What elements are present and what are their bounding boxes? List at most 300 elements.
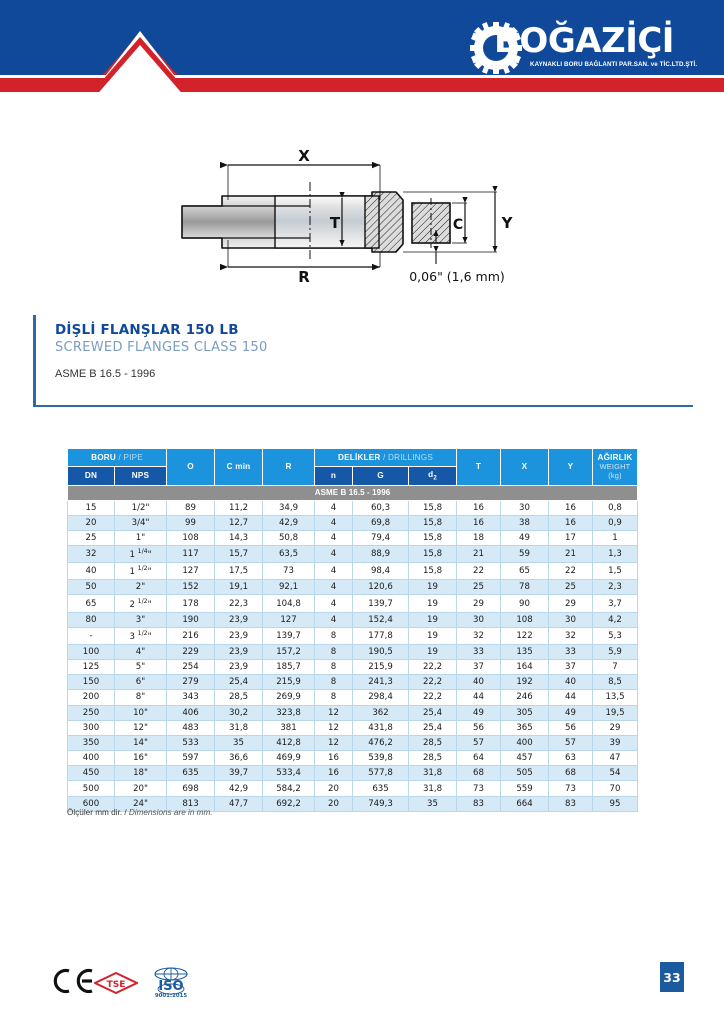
cell-dn: 25 (68, 531, 115, 546)
table-row (68, 735, 638, 750)
cell-d2: 28,5 (409, 735, 457, 750)
cell-g: 139,7 (353, 595, 409, 612)
cell-w: 54 (593, 766, 638, 781)
cell-d2: 19 (409, 595, 457, 612)
table-standard-label: ASME B 16.5 - 1996 (68, 485, 638, 500)
cell-r: 127 (263, 612, 315, 627)
cell-dn: 80 (68, 612, 115, 627)
cell-x: 457 (501, 751, 549, 766)
cell-r: 73 (263, 563, 315, 580)
cell-g: 215,9 (353, 659, 409, 674)
cell-o: 229 (167, 644, 215, 659)
cell-dn: 100 (68, 644, 115, 659)
cell-x: 135 (501, 644, 549, 659)
cell-t: 40 (457, 675, 501, 690)
cell-y: 49 (549, 705, 593, 720)
th-cmin: C min (215, 449, 263, 486)
cell-y: 40 (549, 675, 593, 690)
cell-n: 4 (315, 595, 353, 612)
cell-t: 18 (457, 531, 501, 546)
cell-cmin: 23,9 (215, 659, 263, 674)
cell-g: 152,4 (353, 612, 409, 627)
cell-n: 8 (315, 675, 353, 690)
cell-dn: 32 (68, 546, 115, 563)
table-row (68, 766, 638, 781)
cell-r: 381 (263, 720, 315, 735)
cell-t: 21 (457, 546, 501, 563)
cell-o: 698 (167, 781, 215, 796)
cell-cmin: 12,7 (215, 515, 263, 530)
th-y: Y (549, 449, 593, 486)
cell-d2: 15,8 (409, 531, 457, 546)
cell-nps: 20" (115, 781, 167, 796)
cell-x: 65 (501, 563, 549, 580)
cell-cmin: 22,3 (215, 595, 263, 612)
cell-w: 39 (593, 735, 638, 750)
cell-o: 254 (167, 659, 215, 674)
table-row (68, 612, 638, 627)
cell-r: 63,5 (263, 546, 315, 563)
table-row (68, 580, 638, 595)
cell-dn: 200 (68, 690, 115, 705)
cell-d2: 15,8 (409, 500, 457, 515)
table-row (68, 563, 638, 580)
cell-nps: 12" (115, 720, 167, 735)
cell-g: 69,8 (353, 515, 409, 530)
page-footer (0, 952, 724, 1024)
dim-label-c: C (452, 217, 464, 233)
cell-t: 22 (457, 563, 501, 580)
cell-cmin: 23,9 (215, 627, 263, 644)
cell-n: 20 (315, 781, 353, 796)
cell-t: 64 (457, 751, 501, 766)
cell-g: 120,6 (353, 580, 409, 595)
cell-cmin: 25,4 (215, 675, 263, 690)
cell-nps: 3/4" (115, 515, 167, 530)
cell-dn: 65 (68, 595, 115, 612)
cell-g: 241,3 (353, 675, 409, 690)
cell-y: 33 (549, 644, 593, 659)
cell-y: 83 (549, 796, 593, 811)
cell-cmin: 39,7 (215, 766, 263, 781)
cell-d2: 28,5 (409, 751, 457, 766)
cell-cmin: 42,9 (215, 781, 263, 796)
cell-dn: - (68, 627, 115, 644)
cell-t: 73 (457, 781, 501, 796)
certification-marks (52, 966, 232, 998)
cell-g: 298,4 (353, 690, 409, 705)
th-t: T (457, 449, 501, 486)
ce-icon (52, 968, 96, 994)
iso-icon (147, 967, 195, 997)
cell-d2: 31,8 (409, 766, 457, 781)
cell-g: 362 (353, 705, 409, 720)
cell-g: 539,8 (353, 751, 409, 766)
cell-y: 29 (549, 595, 593, 612)
cell-nps: 16" (115, 751, 167, 766)
cell-o: 216 (167, 627, 215, 644)
cell-r: 104,8 (263, 595, 315, 612)
cell-o: 343 (167, 690, 215, 705)
table-note-en: Dimensions are in mm. (128, 808, 213, 817)
cell-n: 8 (315, 644, 353, 659)
table-row (68, 627, 638, 644)
page-number-badge: 33 (660, 962, 684, 992)
svg-text:ISO: ISO (158, 979, 184, 994)
table-row (68, 595, 638, 612)
cell-dn: 150 (68, 675, 115, 690)
table-note (67, 808, 213, 817)
cell-n: 16 (315, 766, 353, 781)
cell-nps: 14" (115, 735, 167, 750)
cell-d2: 22,2 (409, 675, 457, 690)
cell-g: 190,5 (353, 644, 409, 659)
cell-y: 44 (549, 690, 593, 705)
iso-mark-icon (147, 967, 195, 997)
cell-y: 57 (549, 735, 593, 750)
cell-r: 269,9 (263, 690, 315, 705)
cell-w: 1,3 (593, 546, 638, 563)
cell-y: 63 (549, 751, 593, 766)
flange-spec-table (67, 448, 638, 812)
cell-g: 431,8 (353, 720, 409, 735)
brand-name: BOĞAZİÇİ (494, 21, 674, 61)
cell-cmin: 23,9 (215, 644, 263, 659)
table-row (68, 659, 638, 674)
cell-n: 4 (315, 580, 353, 595)
table-row (68, 500, 638, 515)
cell-nps: 1 $^{1/2}$" (115, 563, 167, 580)
page-title-en: SCREWED FLANGES CLASS 150 (55, 340, 268, 355)
cell-r: 157,2 (263, 644, 315, 659)
cell-nps: 8" (115, 690, 167, 705)
cell-cmin: 47,7 (215, 796, 263, 811)
cell-y: 32 (549, 627, 593, 644)
cell-d2: 19 (409, 612, 457, 627)
cell-x: 505 (501, 766, 549, 781)
cell-cmin: 11,2 (215, 500, 263, 515)
cell-w: 29 (593, 720, 638, 735)
cell-t: 37 (457, 659, 501, 674)
cell-w: 5,9 (593, 644, 638, 659)
cell-cmin: 14,3 (215, 531, 263, 546)
table-standard-row (68, 485, 638, 500)
table-row (68, 531, 638, 546)
cell-n: 4 (315, 612, 353, 627)
cell-cmin: 35 (215, 735, 263, 750)
cell-y: 56 (549, 720, 593, 735)
table-row (68, 720, 638, 735)
cell-t: 16 (457, 515, 501, 530)
cell-dn: 40 (68, 563, 115, 580)
cell-d2: 31,8 (409, 781, 457, 796)
cell-n: 12 (315, 705, 353, 720)
cell-d2: 19 (409, 580, 457, 595)
cell-r: 139,7 (263, 627, 315, 644)
cell-dn: 250 (68, 705, 115, 720)
cell-x: 38 (501, 515, 549, 530)
cell-r: 92,1 (263, 580, 315, 595)
cell-x: 108 (501, 612, 549, 627)
cell-cmin: 31,8 (215, 720, 263, 735)
cell-n: 4 (315, 515, 353, 530)
cell-o: 127 (167, 563, 215, 580)
th-n: n (315, 467, 353, 486)
cell-nps: 3 $^{1/2}$" (115, 627, 167, 644)
cell-w: 1,5 (593, 563, 638, 580)
cell-o: 597 (167, 751, 215, 766)
th-weight-unit: (kg) (608, 471, 622, 481)
cell-x: 90 (501, 595, 549, 612)
th-weight (593, 449, 638, 486)
table-row (68, 546, 638, 563)
cell-o: 635 (167, 766, 215, 781)
cell-cmin: 19,1 (215, 580, 263, 595)
cell-d2: 22,2 (409, 659, 457, 674)
th-o: O (167, 449, 215, 486)
cell-y: 16 (549, 500, 593, 515)
cell-r: 469,9 (263, 751, 315, 766)
cell-n: 16 (315, 751, 353, 766)
th-group-pipe-tr: BORU (91, 453, 117, 462)
cell-w: 7 (593, 659, 638, 674)
table-row (68, 675, 638, 690)
page-standard: ASME B 16.5 - 1996 (55, 368, 156, 380)
cell-o: 406 (167, 705, 215, 720)
cell-w: 13,5 (593, 690, 638, 705)
table-header-row-1 (68, 449, 638, 467)
cell-w: 0,8 (593, 500, 638, 515)
cell-n: 8 (315, 659, 353, 674)
cell-o: 190 (167, 612, 215, 627)
cell-cmin: 36,6 (215, 751, 263, 766)
table-row (68, 705, 638, 720)
cell-o: 279 (167, 675, 215, 690)
cell-d2: 15,8 (409, 546, 457, 563)
company-logo (470, 21, 698, 74)
cell-o: 99 (167, 515, 215, 530)
section-title-block (33, 315, 693, 410)
th-d2-sub: 2 (433, 475, 437, 482)
cell-g: 577,8 (353, 766, 409, 781)
cell-cmin: 17,5 (215, 563, 263, 580)
cell-r: 42,9 (263, 515, 315, 530)
th-weight-tr: AĞIRLIK (597, 453, 633, 463)
cell-g: 98,4 (353, 563, 409, 580)
cell-g: 60,3 (353, 500, 409, 515)
cell-dn: 600 (68, 796, 115, 811)
cell-dn: 450 (68, 766, 115, 781)
cell-g: 79,4 (353, 531, 409, 546)
cell-x: 164 (501, 659, 549, 674)
cell-x: 30 (501, 500, 549, 515)
cell-t: 68 (457, 766, 501, 781)
cell-x: 59 (501, 546, 549, 563)
cell-cmin: 15,7 (215, 546, 263, 563)
th-group-pipe-sep: / (116, 453, 124, 462)
cell-cmin: 28,5 (215, 690, 263, 705)
cell-r: 215,9 (263, 675, 315, 690)
th-group-pipe (68, 449, 167, 467)
cell-x: 400 (501, 735, 549, 750)
cell-dn: 15 (68, 500, 115, 515)
cell-y: 17 (549, 531, 593, 546)
cell-g: 749,3 (353, 796, 409, 811)
cell-dn: 400 (68, 751, 115, 766)
cell-w: 19,5 (593, 705, 638, 720)
cell-nps: 1 $^{1/4}$" (115, 546, 167, 563)
svg-text:9001:2015: 9001:2015 (154, 993, 188, 997)
ce-mark-icon (52, 968, 96, 1000)
cell-w: 8,5 (593, 675, 638, 690)
th-d2-base: d (428, 470, 434, 479)
cell-r: 692,2 (263, 796, 315, 811)
cell-o: 152 (167, 580, 215, 595)
spec-table-wrapper (67, 448, 637, 812)
cell-r: 34,9 (263, 500, 315, 515)
cell-o: 89 (167, 500, 215, 515)
flange-technical-drawing (160, 140, 580, 290)
cell-d2: 15,8 (409, 563, 457, 580)
cell-d2: 19 (409, 644, 457, 659)
dim-label-chamfer: 0,06" (1,6 mm) (409, 269, 505, 284)
cell-nps: 24" (115, 796, 167, 811)
cell-w: 3,7 (593, 595, 638, 612)
cell-d2: 35 (409, 796, 457, 811)
cell-t: 33 (457, 644, 501, 659)
cell-r: 584,2 (263, 781, 315, 796)
th-nps: NPS (115, 467, 167, 486)
dim-label-y: Y (501, 214, 513, 232)
th-d2 (409, 467, 457, 486)
th-weight-en: WEIGHT (599, 462, 631, 472)
cell-y: 16 (549, 515, 593, 530)
cell-y: 25 (549, 580, 593, 595)
cell-w: 4,2 (593, 612, 638, 627)
cell-w: 70 (593, 781, 638, 796)
cell-r: 533,4 (263, 766, 315, 781)
cell-w: 47 (593, 751, 638, 766)
cell-d2: 22,2 (409, 690, 457, 705)
title-accent-bar (33, 315, 36, 407)
cell-w: 1 (593, 531, 638, 546)
cell-nps: 2" (115, 580, 167, 595)
cell-y: 30 (549, 612, 593, 627)
brand-tagline: KAYNAKLI BORU BAĞLANTI PAR.SAN. ve TİC.LTD.ŞTİ. (530, 61, 698, 68)
th-group-drillings (315, 449, 457, 467)
th-r: R (263, 449, 315, 486)
th-x: X (501, 449, 549, 486)
cell-r: 185,7 (263, 659, 315, 674)
cell-o: 117 (167, 546, 215, 563)
cell-dn: 500 (68, 781, 115, 796)
title-underline (33, 405, 693, 407)
cell-nps: 18" (115, 766, 167, 781)
th-group-drillings-en: DRILLINGS (387, 453, 434, 462)
table-row (68, 644, 638, 659)
table-row (68, 515, 638, 530)
cell-w: 0,9 (593, 515, 638, 530)
cell-n: 4 (315, 500, 353, 515)
cell-t: 44 (457, 690, 501, 705)
cell-nps: 3" (115, 612, 167, 627)
cell-x: 49 (501, 531, 549, 546)
tse-mark-icon (94, 972, 138, 994)
cell-n: 4 (315, 546, 353, 563)
cell-r: 50,8 (263, 531, 315, 546)
cell-n: 12 (315, 735, 353, 750)
cell-y: 68 (549, 766, 593, 781)
cell-dn: 300 (68, 720, 115, 735)
cell-dn: 125 (68, 659, 115, 674)
cell-x: 192 (501, 675, 549, 690)
table-row (68, 781, 638, 796)
cell-nps: 6" (115, 675, 167, 690)
cell-y: 22 (549, 563, 593, 580)
cell-t: 57 (457, 735, 501, 750)
table-row (68, 690, 638, 705)
cell-y: 21 (549, 546, 593, 563)
cell-nps: 10" (115, 705, 167, 720)
tse-icon (94, 972, 138, 994)
page-title-tr: DİŞLİ FLANŞLAR 150 LB (55, 322, 239, 338)
cell-g: 177,8 (353, 627, 409, 644)
cell-x: 78 (501, 580, 549, 595)
cell-w: 5,3 (593, 627, 638, 644)
th-group-pipe-en: PIPE (123, 453, 143, 462)
cell-n: 8 (315, 690, 353, 705)
cell-cmin: 23,9 (215, 612, 263, 627)
svg-text:TSE: TSE (106, 980, 126, 990)
cell-dn: 350 (68, 735, 115, 750)
cell-t: 56 (457, 720, 501, 735)
cell-g: 88,9 (353, 546, 409, 563)
cell-w: 2,3 (593, 580, 638, 595)
cell-w: 95 (593, 796, 638, 811)
dim-label-r: R (298, 268, 310, 286)
page-header (0, 0, 724, 98)
cell-n: 12 (315, 720, 353, 735)
cell-x: 365 (501, 720, 549, 735)
cell-d2: 25,4 (409, 720, 457, 735)
th-g: G (353, 467, 409, 486)
cell-t: 30 (457, 612, 501, 627)
cell-o: 178 (167, 595, 215, 612)
th-group-drillings-sep: / (380, 453, 388, 462)
cell-x: 305 (501, 705, 549, 720)
cell-nps: 5" (115, 659, 167, 674)
cell-x: 246 (501, 690, 549, 705)
cell-n: 4 (315, 563, 353, 580)
cell-t: 29 (457, 595, 501, 612)
cell-t: 49 (457, 705, 501, 720)
cell-d2: 15,8 (409, 515, 457, 530)
th-dn: DN (68, 467, 115, 486)
cell-o: 108 (167, 531, 215, 546)
cell-d2: 19 (409, 627, 457, 644)
cell-x: 122 (501, 627, 549, 644)
th-group-drillings-tr: DELİKLER (338, 453, 381, 462)
cell-nps: 4" (115, 644, 167, 659)
table-row (68, 751, 638, 766)
cell-x: 664 (501, 796, 549, 811)
flange-drawing-svg (160, 140, 580, 290)
cell-r: 412,8 (263, 735, 315, 750)
table-note-tr: Ölçüler mm dir. / (67, 808, 129, 817)
table-body (68, 500, 638, 811)
cell-nps: 2 $^{1/2}$" (115, 595, 167, 612)
cell-o: 483 (167, 720, 215, 735)
